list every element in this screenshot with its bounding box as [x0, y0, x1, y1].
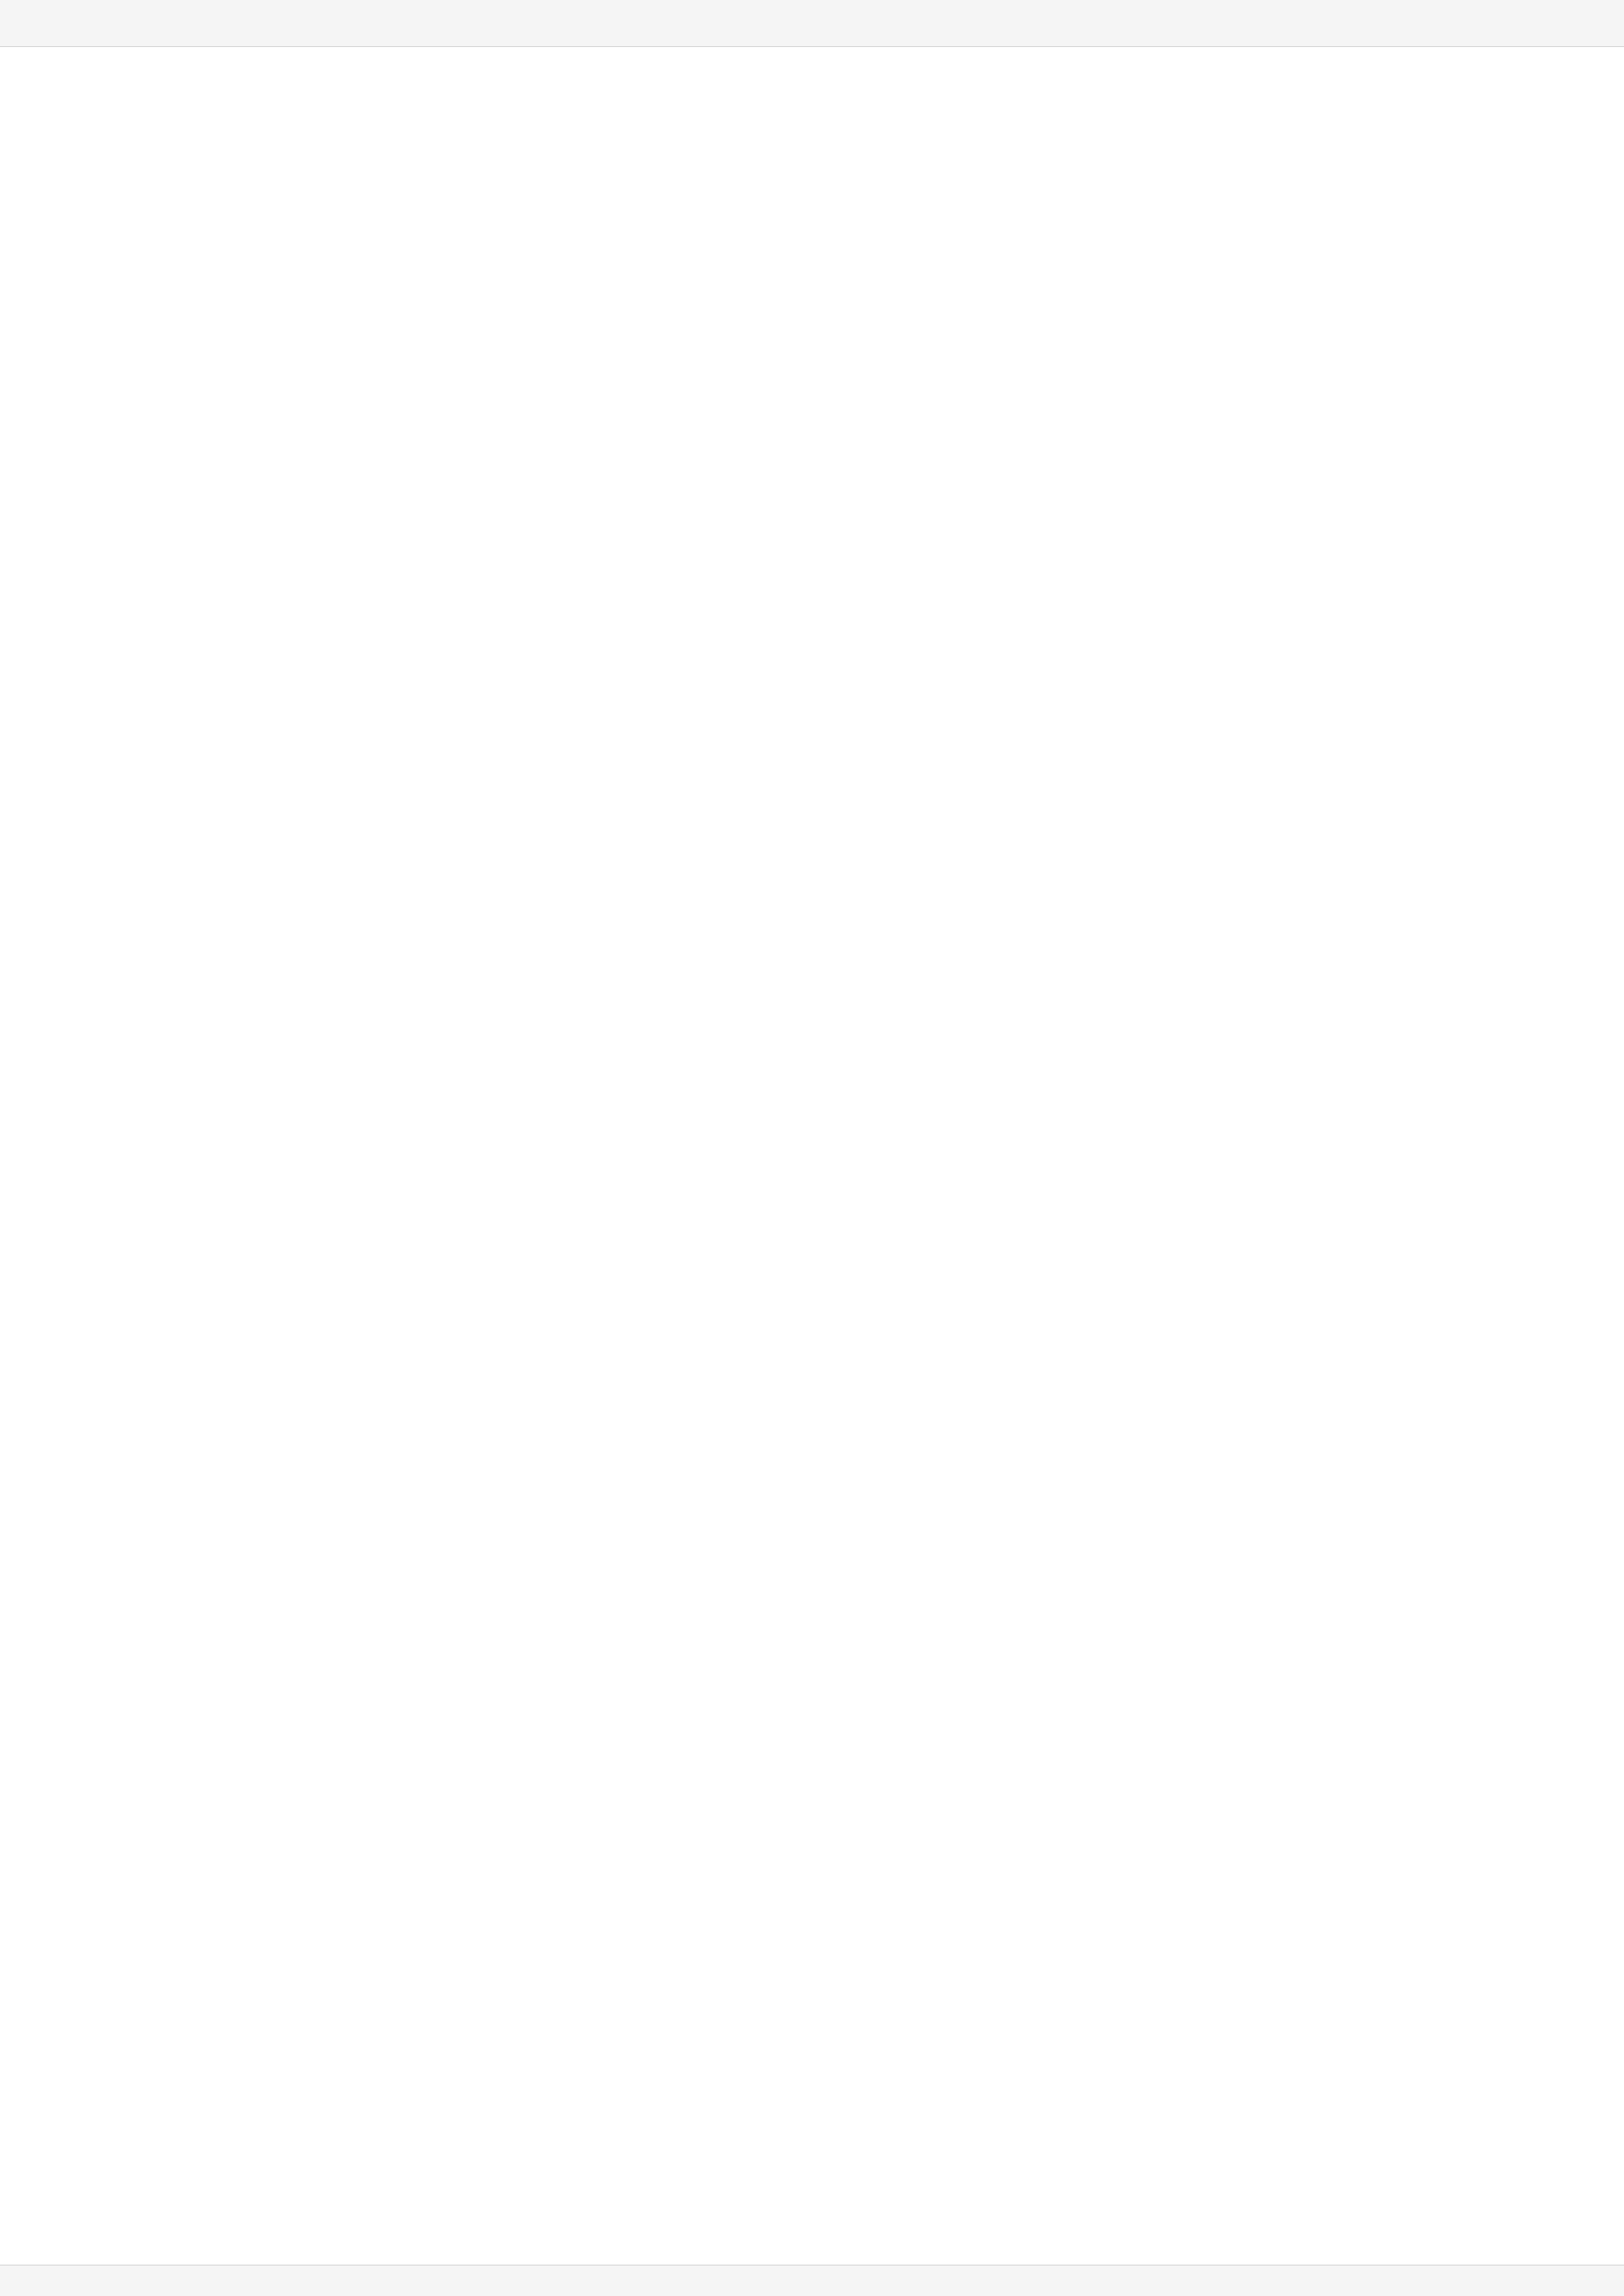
status-bar [0, 2265, 1624, 2296]
content-area [0, 47, 1624, 2265]
title-bar [0, 0, 1624, 47]
